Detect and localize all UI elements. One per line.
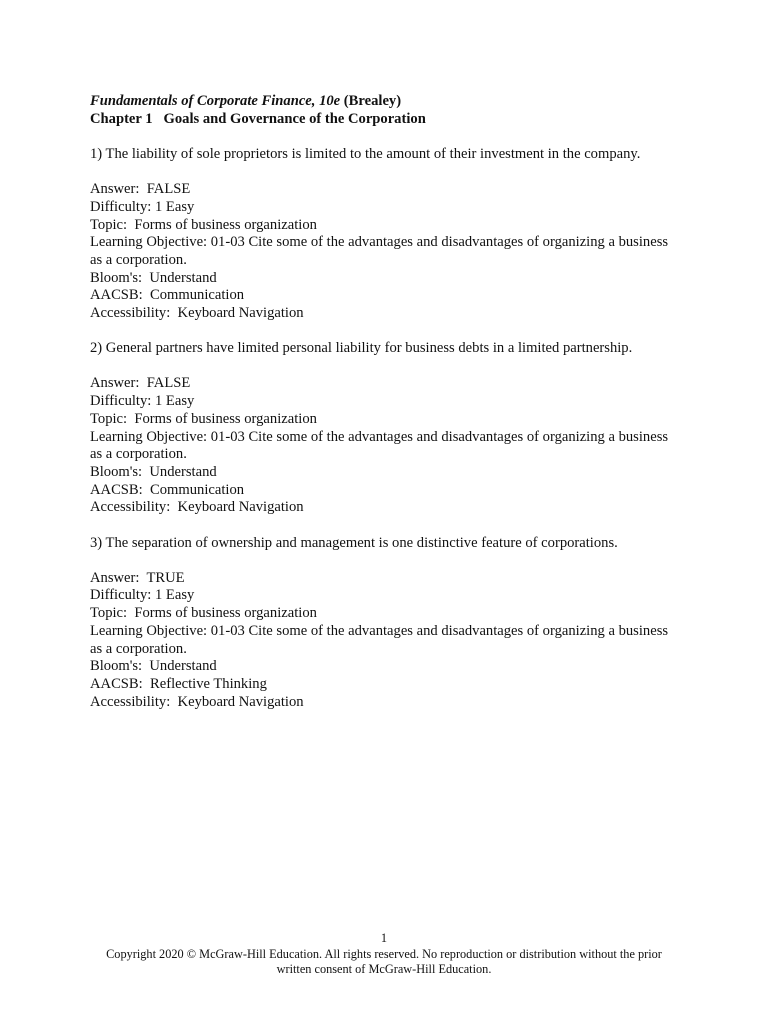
topic: Topic: Forms of business organization bbox=[90, 410, 317, 427]
accessibility: Accessibility: Keyboard Navigation bbox=[90, 499, 304, 516]
aacsb: AACSB: Communication bbox=[90, 481, 245, 498]
spacer bbox=[90, 128, 670, 146]
question-text: 1) The liability of sole proprietors is limited to the amount of their investment in the company. bbox=[90, 145, 641, 162]
learning-objective: Learning Objective: 01-03 Cite some of the advantages and disadvantages of organizing a business as a corporation. bbox=[90, 428, 669, 463]
question-text: 2) General partners have limited personal liability for business debts in a limited partnership. bbox=[90, 340, 633, 357]
book-author: (Brealey) bbox=[340, 93, 402, 109]
learning-objective: Learning Objective: 01-03 Cite some of the advantages and disadvantages of organizing a business as a corporation. bbox=[90, 234, 669, 268]
question-block-1 bbox=[90, 146, 670, 323]
spacer bbox=[90, 552, 670, 570]
difficulty: Difficulty: 1 Easy bbox=[90, 393, 195, 410]
book-title-line bbox=[90, 93, 670, 111]
topic: Topic: Forms of business organization bbox=[90, 216, 317, 233]
learning-objective: Learning Objective: 01-03 Cite some of the advantages and disadvantages of organizing a business as a corporation. bbox=[90, 622, 669, 657]
accessibility: Accessibility: Keyboard Navigation bbox=[90, 305, 304, 322]
spacer bbox=[90, 164, 670, 182]
aacsb: AACSB: Communication bbox=[90, 287, 245, 304]
spacer bbox=[90, 517, 670, 535]
answer: Answer: FALSE bbox=[90, 181, 191, 198]
question-block-2 bbox=[90, 340, 670, 517]
chapter-label: Chapter 1 bbox=[90, 110, 153, 127]
spacer bbox=[90, 323, 670, 341]
question-block-3 bbox=[90, 535, 670, 712]
chapter-title: Goals and Governance of the Corporation bbox=[163, 110, 426, 127]
topic: Topic: Forms of business organization bbox=[90, 605, 317, 622]
chapter-heading bbox=[90, 111, 670, 129]
page-footer bbox=[90, 931, 678, 978]
blooms: Bloom's: Understand bbox=[90, 658, 217, 675]
aacsb: AACSB: Reflective Thinking bbox=[90, 675, 267, 692]
blooms: Bloom's: Understand bbox=[90, 269, 217, 286]
answer: Answer: TRUE bbox=[90, 569, 185, 586]
answer: Answer: FALSE bbox=[90, 375, 191, 392]
accessibility: Accessibility: Keyboard Navigation bbox=[90, 693, 304, 710]
spacer bbox=[90, 358, 670, 376]
copyright-notice: Copyright 2020 © McGraw-Hill Education. All rights reserved. No reproduction or distribution without the prior written consent of McGraw-Hill Education. bbox=[106, 946, 662, 976]
page-number: 1 bbox=[380, 931, 388, 945]
blooms: Bloom's: Understand bbox=[90, 463, 217, 480]
difficulty: Difficulty: 1 Easy bbox=[90, 198, 195, 215]
book-title: Fundamentals of Corporate Finance, 10e bbox=[90, 93, 341, 109]
page-content bbox=[90, 93, 670, 711]
difficulty: Difficulty: 1 Easy bbox=[90, 587, 195, 604]
question-text: 3) The separation of ownership and management is one distinctive feature of corporations. bbox=[90, 534, 618, 551]
